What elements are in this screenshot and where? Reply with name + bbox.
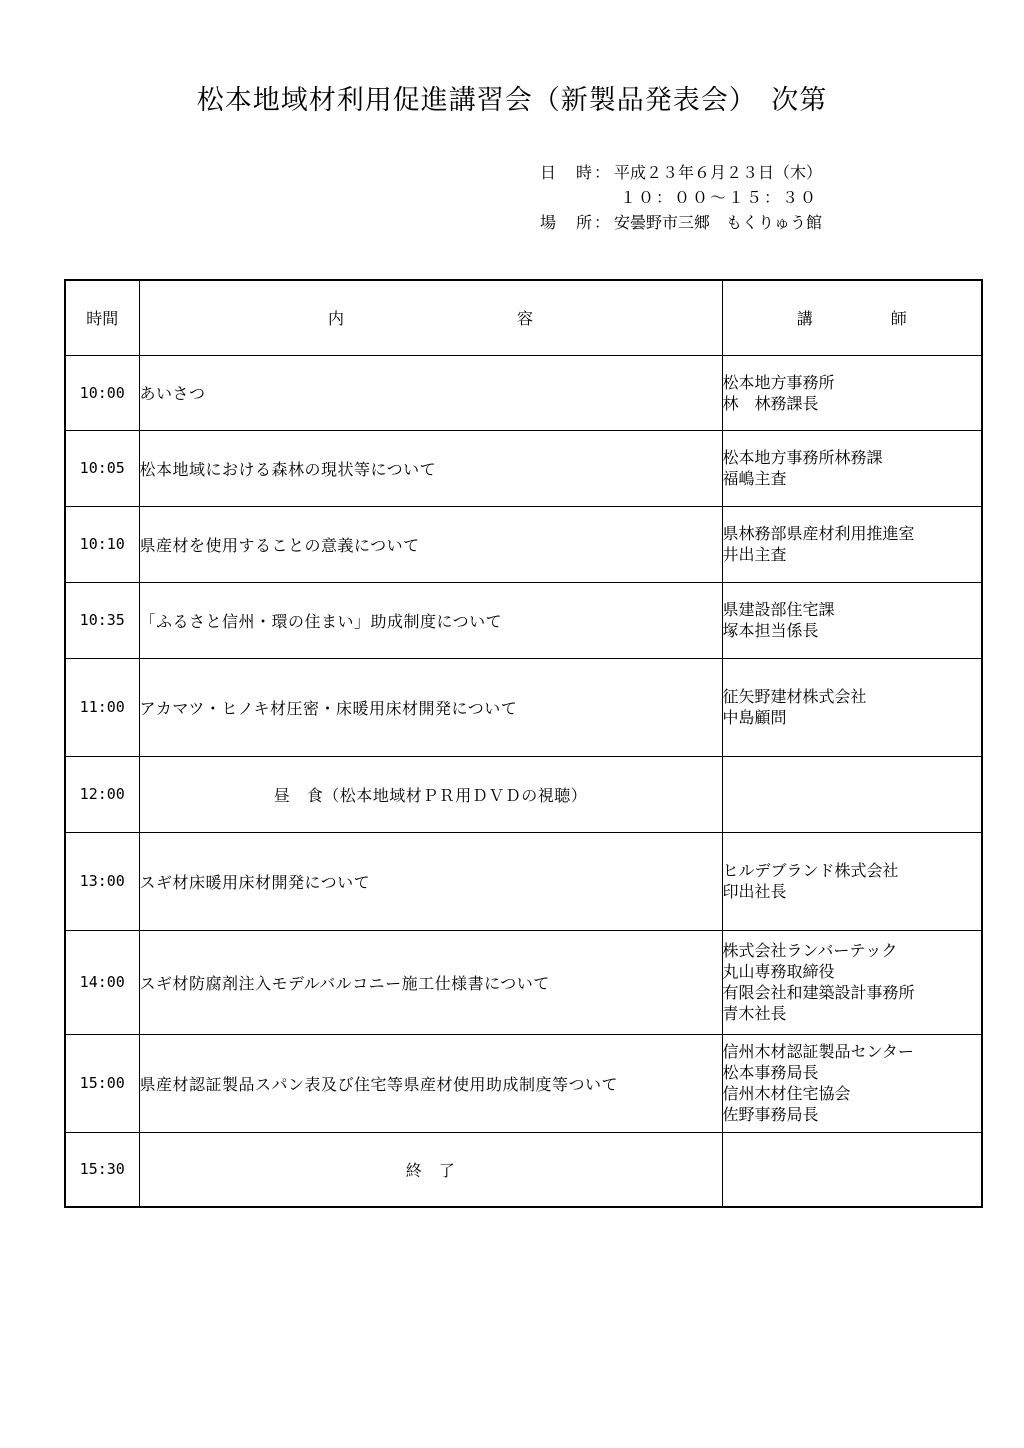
row-time: 10:10 bbox=[65, 506, 139, 582]
document-title: 松本地域材利用促進講習会（新製品発表会） 次第 bbox=[196, 85, 828, 116]
date-value: 平成２３年６月２３日（木） bbox=[614, 163, 823, 182]
place-row bbox=[540, 210, 822, 235]
time-value: １０：００～１５：３０ bbox=[620, 188, 819, 207]
lecturer-line: 県建設部住宅課 bbox=[722, 600, 835, 619]
time-row bbox=[540, 185, 822, 210]
header-lecturer bbox=[722, 280, 982, 355]
lecturer-line: 株式会社ランバーテック bbox=[722, 941, 898, 960]
row-content: 終 了 bbox=[139, 1132, 722, 1207]
lecturer-line: 松本地方事務所 bbox=[722, 372, 835, 392]
row-lecturer bbox=[722, 582, 982, 658]
header-lecturer-a: 講 bbox=[796, 309, 813, 329]
lecturer-line: ヒルデブランド株式会社 bbox=[722, 861, 899, 880]
schedule-row bbox=[65, 930, 982, 1034]
header-content-b: 容 bbox=[516, 309, 533, 329]
event-info bbox=[540, 160, 822, 235]
lecturer-line: 中島顧問 bbox=[722, 708, 787, 727]
lecturer-line: 青木社長 bbox=[722, 1004, 787, 1023]
row-content: 県産材を使用することの意義について bbox=[139, 506, 722, 582]
row-time: 15:00 bbox=[65, 1034, 139, 1132]
row-content: スギ材防腐剤注入モデルバルコニー施工仕様書について bbox=[139, 930, 722, 1034]
lecturer-line: 塚本担当係長 bbox=[722, 621, 819, 640]
row-time: 14:00 bbox=[65, 930, 139, 1034]
lecturer-line: 印出社長 bbox=[722, 882, 787, 901]
row-lecturer bbox=[722, 430, 982, 506]
schedule-row bbox=[65, 756, 982, 832]
schedule-table bbox=[64, 279, 983, 1208]
row-content: スギ材床暖用床材開発について bbox=[139, 832, 722, 930]
lecturer-line: 信州木材認証製品センター bbox=[722, 1042, 914, 1061]
row-time: 12:00 bbox=[65, 756, 139, 832]
schedule-row bbox=[65, 582, 982, 658]
row-lecturer bbox=[722, 930, 982, 1034]
row-content: あいさつ bbox=[139, 355, 722, 430]
row-lecturer bbox=[722, 658, 982, 756]
schedule-row bbox=[65, 658, 982, 756]
lecturer-line: 松本地方事務所林務課 bbox=[722, 448, 883, 467]
date-label: 日 時： bbox=[540, 163, 613, 182]
place-label: 場 所： bbox=[540, 213, 613, 232]
row-content: 昼 食（松本地域材ＰＲ用ＤＶＤの視聴） bbox=[139, 756, 722, 832]
lecturer-line: 丸山専務取締役 bbox=[722, 962, 835, 981]
row-content: 「ふるさと信州・環の住まい」助成制度について bbox=[139, 582, 722, 658]
row-time: 15:30 bbox=[65, 1132, 139, 1207]
header-content bbox=[139, 280, 722, 355]
row-lecturer bbox=[722, 355, 982, 430]
table-header-row bbox=[65, 280, 982, 355]
row-lecturer bbox=[722, 756, 982, 832]
lecturer-line: 林 林務課長 bbox=[722, 393, 819, 413]
lecturer-line: 松本事務局長 bbox=[722, 1063, 819, 1082]
row-lecturer bbox=[722, 1034, 982, 1132]
row-content: 松本地域における森林の現状等について bbox=[139, 430, 722, 506]
schedule-row bbox=[65, 1132, 982, 1207]
row-lecturer bbox=[722, 832, 982, 930]
row-lecturer bbox=[722, 1132, 982, 1207]
schedule-row bbox=[65, 355, 982, 430]
place-value: 安曇野市三郷 もくりゅう館 bbox=[614, 213, 823, 232]
schedule-row bbox=[65, 506, 982, 582]
lecturer-line: 征矢野建材株式会社 bbox=[722, 687, 867, 706]
schedule-row bbox=[65, 430, 982, 506]
lecturer-line: 信州木材住宅協会 bbox=[722, 1084, 851, 1103]
schedule-row bbox=[65, 832, 982, 930]
lecturer-line: 県林務部県産材利用推進室 bbox=[722, 524, 915, 543]
header-time: 時間 bbox=[65, 280, 139, 355]
row-time: 10:00 bbox=[65, 355, 139, 430]
lecturer-line: 井出主査 bbox=[722, 545, 787, 564]
date-row bbox=[540, 160, 822, 185]
row-time: 13:00 bbox=[65, 832, 139, 930]
row-time: 11:00 bbox=[65, 658, 139, 756]
row-time: 10:05 bbox=[65, 430, 139, 506]
row-content: アカマツ・ヒノキ材圧密・床暖用床材開発について bbox=[139, 658, 722, 756]
lecturer-line: 有限会社和建築設計事務所 bbox=[722, 983, 915, 1002]
schedule-body bbox=[65, 355, 982, 1207]
lecturer-line: 福嶋主査 bbox=[722, 469, 787, 488]
header-content-a: 内 bbox=[328, 309, 345, 329]
lecturer-line: 佐野事務局長 bbox=[722, 1105, 819, 1124]
row-content: 県産材認証製品スパン表及び住宅等県産材使用助成制度等ついて bbox=[139, 1034, 722, 1132]
row-lecturer bbox=[722, 506, 982, 582]
schedule-row bbox=[65, 1034, 982, 1132]
header-lecturer-b: 師 bbox=[890, 309, 907, 329]
row-time: 10:35 bbox=[65, 582, 139, 658]
